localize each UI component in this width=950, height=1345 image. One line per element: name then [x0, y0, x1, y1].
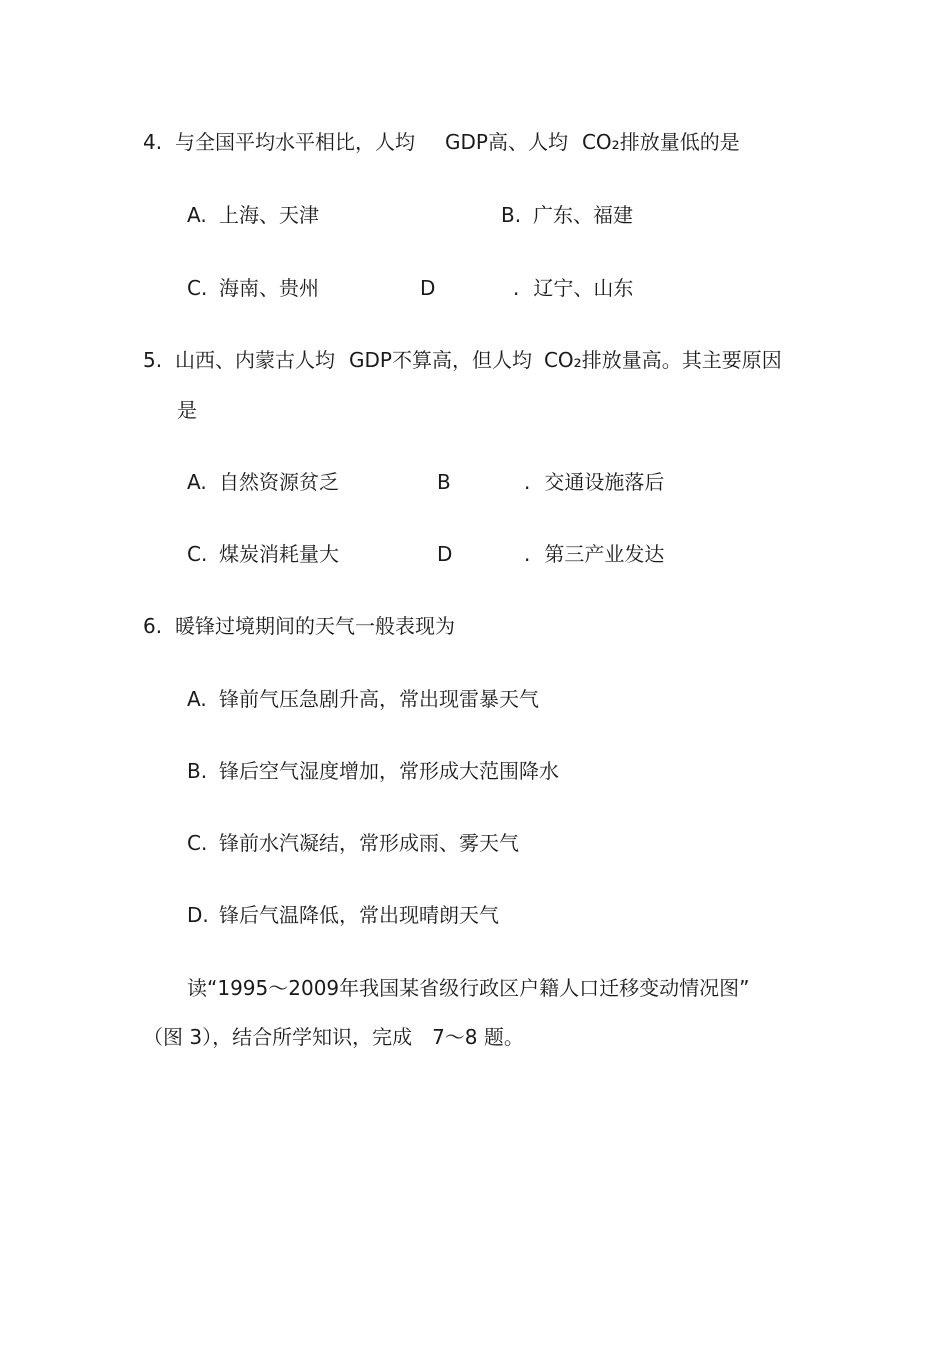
q4-option-a-text: 上海、天津: [219, 203, 319, 227]
q4-option-c-text: 海南、贵州: [219, 276, 319, 300]
q6-option-c-letter: C.: [187, 831, 208, 855]
q4-option-b-text: 广东、福建: [533, 203, 633, 227]
q6-number: 6.: [143, 614, 163, 638]
q5-option-b-dot: .: [524, 470, 531, 494]
q5-option-d: [524, 542, 664, 566]
q6-option-c-text: 锋前水汽凝结，常形成雨、雾天气: [219, 831, 519, 855]
q5-stem-part1: 山西、内蒙古人均: [175, 348, 335, 372]
q5-option-c-letter: C.: [187, 542, 208, 566]
q4-option-b: [501, 203, 633, 227]
q5-option-b: [524, 470, 664, 494]
q4-option-d: [513, 276, 633, 300]
q5-option-c: [187, 542, 339, 566]
q6-option-d-letter: D.: [187, 903, 209, 927]
q5-option-a: [187, 470, 339, 494]
q4-option-a: [187, 203, 319, 227]
q5-stem-part2: 不算高，但人均: [391, 348, 532, 372]
q4-stem-part3: 排放量低的是: [619, 130, 740, 154]
q5-option-b-letter: B: [437, 470, 451, 494]
q5-option-c-text: 煤炭消耗量大: [219, 542, 339, 566]
q4-stem-co2: CO₂: [581, 130, 620, 154]
intro-line-2: （图 3），结合所学知识，完成 7～8 题。: [143, 1025, 524, 1049]
q4-option-a-letter: A.: [187, 203, 207, 227]
q6-stem-text: 暖锋过境期间的天气一般表现为: [175, 614, 455, 638]
q4-option-d-text: 辽宁、山东: [533, 276, 634, 300]
q6-option-d-text: 锋后气温降低，常出现晴朗天气: [219, 903, 499, 927]
q5-option-d-dot: .: [524, 542, 531, 566]
q5-option-a-text: 自然资源贫乏: [219, 470, 339, 494]
q4-stem-gdp: GDP: [445, 130, 488, 154]
q4-option-c-letter: C.: [187, 276, 208, 300]
intro-line-1: 读“1995～2009年我国某省级行政区户籍人口迁移变动情况图”: [187, 976, 750, 1000]
q4-option-c: [187, 276, 319, 300]
q5-option-b-text: 交通设施落后: [544, 470, 665, 494]
q6-option-d: [187, 903, 499, 927]
q5-option-a-letter: A.: [187, 470, 207, 494]
q4-option-d-letter: D: [420, 276, 436, 300]
q6-option-c: [187, 831, 519, 855]
q5-stem-co2: CO₂: [543, 348, 582, 372]
q6-stem: [143, 614, 455, 638]
q5-stem-line2: 是: [177, 398, 197, 422]
q5-stem: [143, 348, 782, 372]
q4-number: 4.: [143, 130, 163, 154]
q5-option-d-letter: D: [437, 542, 453, 566]
q4-stem-part1: 与全国平均水平相比，人均: [175, 130, 415, 154]
q6-option-b: [187, 759, 559, 783]
q5-number: 5.: [143, 348, 163, 372]
q6-option-b-letter: B.: [187, 759, 208, 783]
q4-stem: [143, 130, 740, 154]
q6-option-a-letter: A.: [187, 687, 207, 711]
q5-stem-gdp: GDP: [349, 348, 392, 372]
q6-option-b-text: 锋后空气湿度增加，常形成大范围降水: [219, 759, 559, 783]
q5-stem-part3: 排放量高。其主要原因: [581, 348, 782, 372]
q6-option-a-text: 锋前气压急剧升高，常出现雷暴天气: [219, 687, 539, 711]
q4-option-d-dot: .: [513, 276, 520, 300]
q5-option-d-text: 第三产业发达: [544, 542, 665, 566]
q6-option-a: [187, 687, 539, 711]
q4-stem-part2: 高、人均: [487, 130, 568, 154]
q4-option-b-letter: B.: [501, 203, 522, 227]
